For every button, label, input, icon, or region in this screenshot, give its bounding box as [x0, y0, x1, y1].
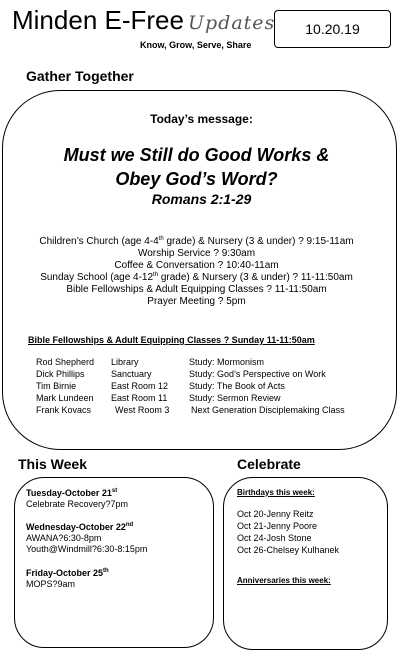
class-study: Study: Mormonism [189, 357, 265, 367]
event-line: AWANA?6:30-8pm [26, 533, 102, 543]
service-schedule [0, 236, 393, 308]
event-block [26, 488, 128, 510]
celebrate-heading: Celebrate [237, 456, 301, 472]
class-room: East Room 11 [111, 393, 168, 403]
birthday-item: Oct 26-Chelsey Kulhanek [237, 545, 340, 555]
event-block [26, 522, 147, 555]
birthday-item: Oct 21-Jenny Poore [237, 521, 318, 531]
birthday-item: Oct 24-Josh Stone [237, 533, 312, 543]
message-title-line: Obey God’s Word? [115, 169, 278, 189]
gather-heading: Gather Together [26, 68, 134, 84]
class-leader: Tim Birnie [36, 381, 77, 391]
schedule-line: Prayer Meeting ? 5pm [147, 296, 246, 307]
scripture-reference: Romans 2:1-29 [151, 191, 252, 207]
event-day: Tuesday-October 21st [26, 488, 118, 498]
event-day: Friday-October 25th [26, 568, 109, 578]
message-label: Today’s message: [150, 112, 253, 126]
event-line: Celebrate Recovery?7pm [26, 499, 129, 509]
class-leader: Frank Kovacs [36, 405, 92, 415]
event-line: Youth@Windmill?6:30-8:15pm [26, 544, 148, 554]
date-box [274, 10, 391, 48]
schedule-line: Coffee & Conversation ? 10:40-11am [114, 260, 279, 271]
tagline: Know, Grow, Serve, Share [140, 40, 252, 50]
event-day: Wednesday-October 22nd [26, 522, 134, 532]
newsletter-subtitle: Updates [188, 12, 276, 34]
message-title [0, 143, 393, 191]
newsletter-title: Minden E-Free [12, 5, 184, 35]
class-study: Next Generation Disciplemaking Class [191, 405, 345, 415]
classes-heading: Bible Fellowships & Adult Equipping Classes ? Sunday 11-11:50am [28, 335, 315, 345]
class-study: Study: God’s Perspective on Work [189, 369, 326, 379]
issue-date: 10.20.19 [305, 21, 360, 37]
class-study: Study: The Book of Acts [189, 381, 285, 391]
class-leader: Mark Lundeen [36, 393, 94, 403]
class-room: Library [111, 357, 139, 367]
class-room: East Room 12 [111, 381, 169, 391]
class-room: Sanctuary [111, 369, 152, 379]
this-week-heading: This Week [18, 456, 87, 472]
celebrate-panel [223, 477, 388, 650]
anniversaries-heading: Anniversaries this week: [237, 576, 331, 585]
class-room: West Room 3 [115, 405, 170, 415]
class-study: Study: Sermon Review [189, 393, 281, 403]
class-leader: Dick Phillips [36, 369, 85, 379]
schedule-line: Sunday School (age 4-12th grade) & Nursery (3 & under) ? 11-11:50am [40, 272, 353, 283]
event-line: MOPS?9am [26, 579, 76, 589]
schedule-line: Bible Fellowships & Adult Equipping Classes ? 11-11:50am [66, 284, 327, 295]
birthday-list [237, 508, 339, 556]
schedule-line: Children’s Church (age 4-4th grade) & Nursery (3 & under) ? 9:15-11am [39, 236, 354, 247]
event-block [26, 568, 109, 590]
birthdays-heading: Birthdays this week: [237, 488, 315, 497]
class-leader: Rod Shepherd [36, 357, 95, 367]
schedule-line: Worship Service ? 9:30am [137, 248, 256, 259]
birthday-item: Oct 20-Jenny Reitz [237, 509, 314, 519]
message-title-line: Must we Still do Good Works & [63, 145, 330, 165]
